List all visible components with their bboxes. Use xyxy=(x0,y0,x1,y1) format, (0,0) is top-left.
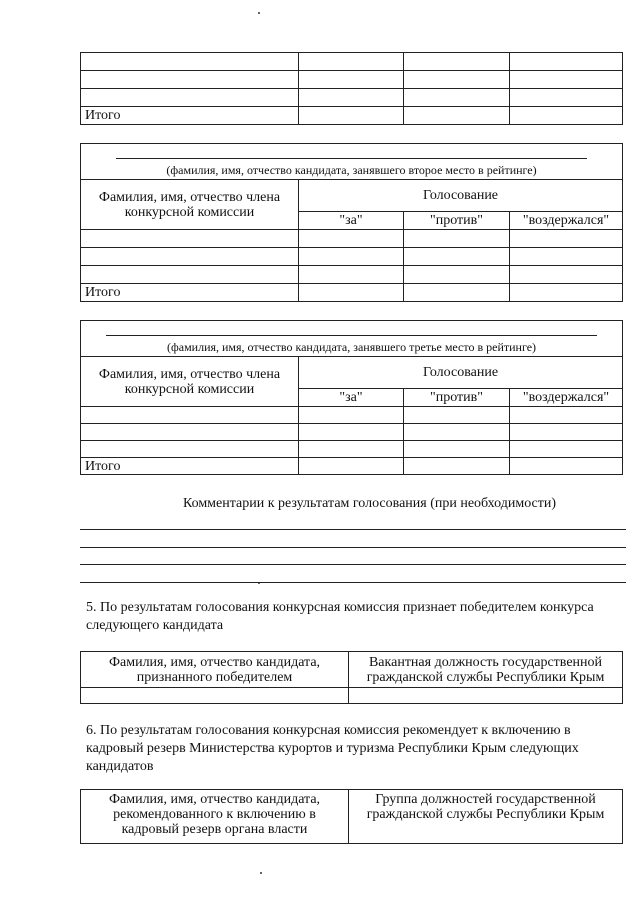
member-header: Фамилия, имя, отчество члена конкурсной комиссии xyxy=(81,357,299,407)
winner-col-position: Вакантная должность государственной гражданской службы Республики Крым xyxy=(349,652,623,688)
vote-header: Голосование xyxy=(299,357,623,389)
reserve-table xyxy=(80,789,623,844)
candidate-caption: (фамилия, имя, отчество кандидата, занявшего третье место в рейтинге) xyxy=(166,340,537,354)
total-label: Итого xyxy=(81,284,299,302)
comment-line[interactable] xyxy=(80,582,626,583)
comment-line[interactable] xyxy=(80,547,626,548)
total-label: Итого xyxy=(81,458,299,475)
reserve-col-name: Фамилия, имя, отчество кандидата, рекомендованного к включению в кадровый резерв органа власти xyxy=(81,790,349,844)
col-for: "за" xyxy=(299,212,404,230)
voting-table-first xyxy=(80,52,623,125)
vote-header: Голосование xyxy=(299,180,623,212)
section-6-text: 6. По результатам голосования конкурсная комиссия рекомендует к включению в кадровый резерв Министерства курортов и туризма Республики Крым следующих кандидатов xyxy=(86,723,579,774)
winner-col-name: Фамилия, имя, отчество кандидата, признанного победителем xyxy=(81,652,349,688)
col-for: "за" xyxy=(299,389,404,407)
comment-line[interactable] xyxy=(80,529,626,530)
winner-table xyxy=(80,651,623,704)
col-against: "против" xyxy=(404,389,510,407)
col-abstain: "воздержался" xyxy=(510,389,623,407)
comment-line[interactable] xyxy=(80,564,626,565)
scan-dot xyxy=(258,12,260,14)
voting-table-third xyxy=(80,320,623,475)
candidate-name-line xyxy=(116,158,587,159)
comments-heading: Комментарии к результатам голосования (при необходимости) xyxy=(182,496,557,511)
member-header: Фамилия, имя, отчество члена конкурсной комиссии xyxy=(81,180,299,230)
section-5-text: 5. По результатам голосования конкурсная комиссия признает победителем конкурса следующего кандидата xyxy=(86,600,594,633)
total-label: Итого xyxy=(81,107,299,125)
reserve-col-group: Группа должностей государственной гражданской службы Республики Крым xyxy=(349,790,623,844)
col-against: "против" xyxy=(404,212,510,230)
col-abstain: "воздержался" xyxy=(510,212,623,230)
candidate-name-line xyxy=(106,335,597,336)
voting-table-second xyxy=(80,143,623,302)
candidate-caption: (фамилия, имя, отчество кандидата, занявшего второе место в рейтинге) xyxy=(166,163,537,177)
scan-dot xyxy=(260,872,262,874)
